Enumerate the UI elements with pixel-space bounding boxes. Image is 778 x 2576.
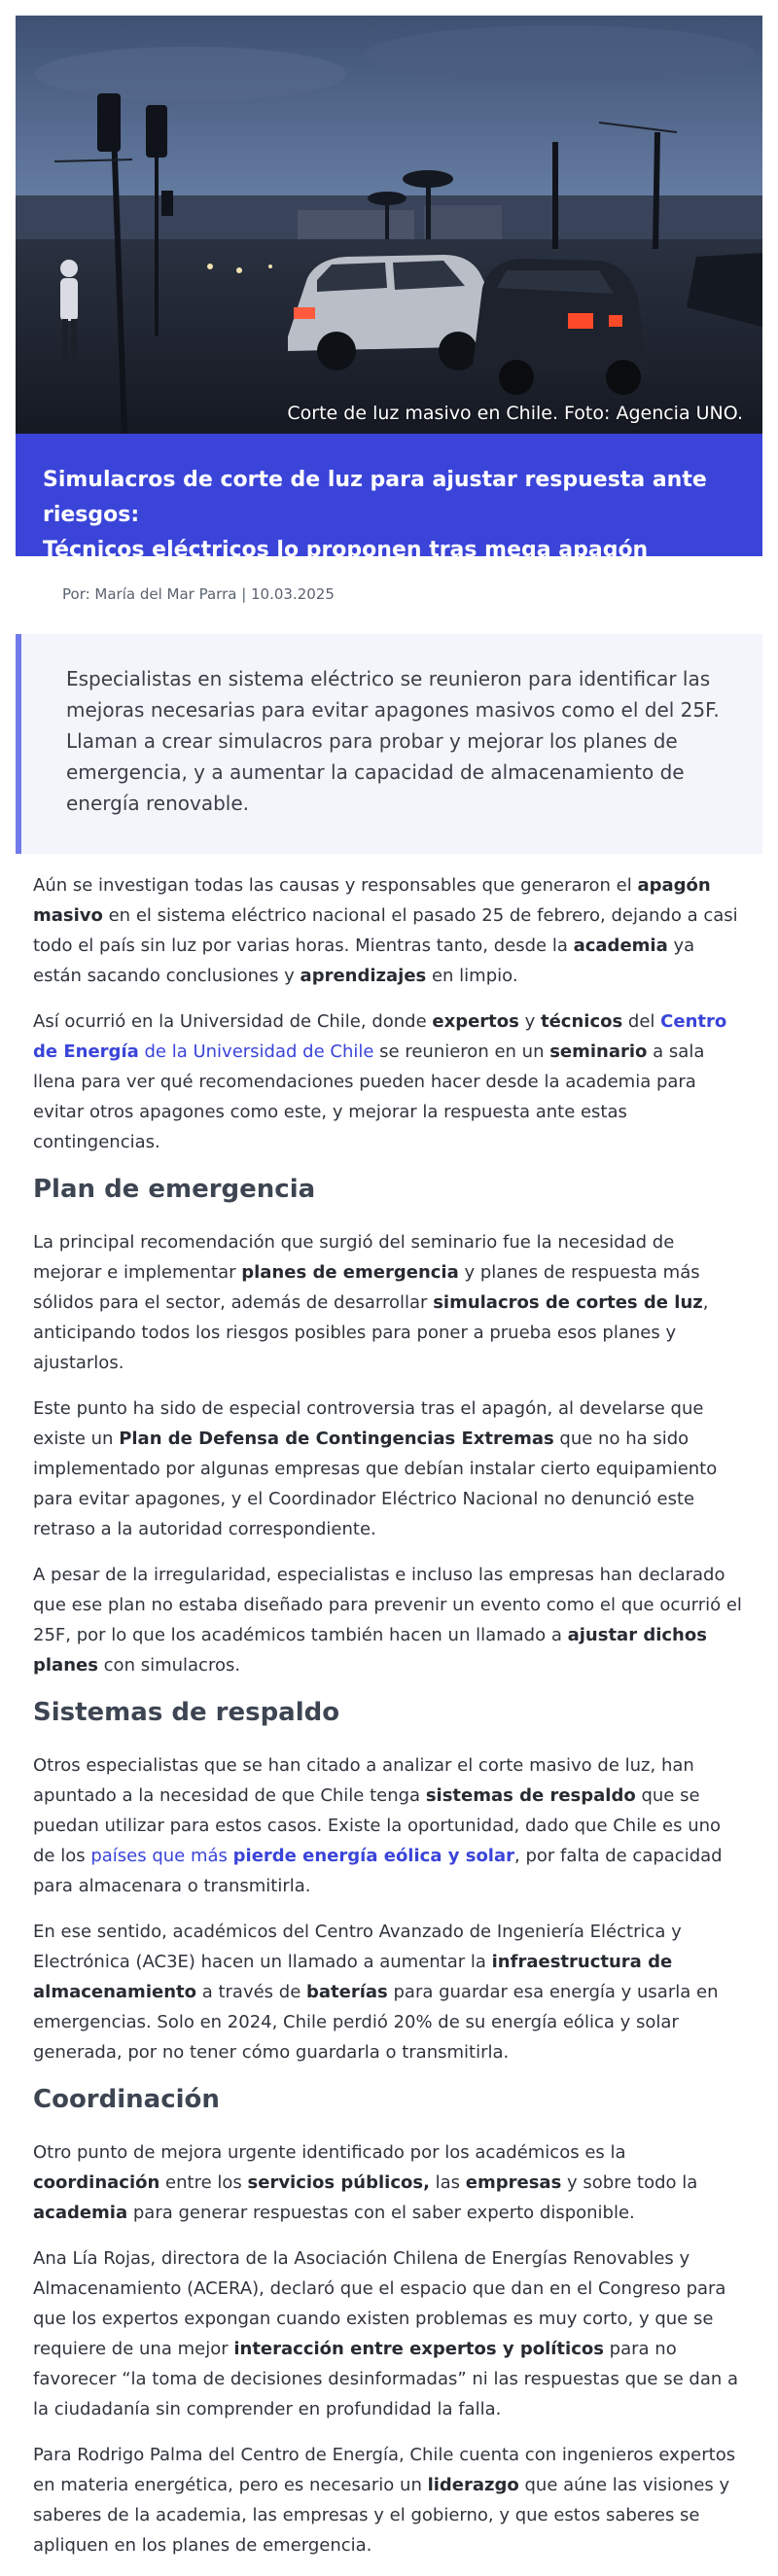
bold-text: planes de emergencia bbox=[241, 1262, 459, 1283]
bold-text: seminario bbox=[549, 1041, 648, 1062]
street-blackout-illustration bbox=[16, 16, 762, 434]
bold-text: infraestructura de almacenamiento bbox=[33, 1952, 673, 2002]
bold-text: simulacros de cortes de luz bbox=[433, 1292, 703, 1313]
paises-energia-link[interactable] bbox=[90, 1846, 514, 1866]
text: En ese sentido, académicos del Centro Avanzado de Ingeniería Eléctrica y Electrónica (AC3E) hacen un llamado a aumentar la bbox=[33, 1922, 682, 1972]
paragraph-5 bbox=[33, 1560, 748, 1680]
paragraph-1 bbox=[33, 870, 748, 991]
bold-text: técnicos bbox=[540, 1011, 623, 1032]
text: con simulacros. bbox=[97, 1655, 241, 1676]
text: , anticipando todos los riesgos posibles para poner a prueba esos planes y ajustarlos. bbox=[33, 1292, 709, 1373]
text: A pesar de la irregularidad, especialistas e incluso las empresas han declarado que ese plan no estaba diseñado para prevenir un evento como el que ocurrió el 25F, por lo que los académicos también hacen un llamado a bbox=[33, 1565, 742, 1645]
paragraph-7 bbox=[33, 1917, 748, 2067]
text: a través de bbox=[195, 1982, 306, 2002]
text: Ana Lía Rojas, directora de la Asociación Chilena de Energías Renovables y Almacenamiento (ACERA), declaró que el espacio que dan en el Congreso para que los expertos expongan cuando existen problemas es muy corto, y que se requiere de una mejor bbox=[33, 2248, 726, 2359]
text: las bbox=[429, 2172, 466, 2193]
text: Para Rodrigo Palma del Centro de Energía, Chile cuenta con ingenieros expertos en materia energética, pero es necesario un bbox=[33, 2445, 736, 2495]
link-text[interactable]: países que más bbox=[90, 1846, 233, 1866]
bold-text: aprendizajes bbox=[300, 966, 427, 986]
bold-text: academia bbox=[573, 935, 668, 956]
text: y sobre todo la bbox=[561, 2172, 698, 2193]
section-heading-plan-emergencia: Plan de emergencia bbox=[33, 1175, 316, 1204]
bold-text: sistemas de respaldo bbox=[425, 1785, 636, 1806]
text: , por falta de capacidad para almacenara o transmitirla. bbox=[33, 1846, 723, 1896]
byline: Por: María del Mar Parra | 10.03.2025 bbox=[62, 585, 335, 603]
text: entre los bbox=[159, 2172, 248, 2193]
text: Otros especialistas que se han citado a analizar el corte masivo de luz, han apuntado a la necesidad de que Chile tenga bbox=[33, 1755, 694, 1806]
headline-banner bbox=[16, 434, 762, 562]
bold-text: empresas bbox=[465, 2172, 562, 2193]
section-heading-sistemas-respaldo: Sistemas de respaldo bbox=[33, 1698, 340, 1727]
bold-text: coordinación bbox=[33, 2172, 160, 2193]
text: Así ocurrió en la Universidad de Chile, donde bbox=[33, 1011, 433, 1032]
bold-text: academia bbox=[33, 2203, 128, 2223]
article-title-line-1: Simulacros de corte de luz para ajustar respuesta ante riesgos: bbox=[43, 468, 707, 527]
article-title bbox=[43, 463, 735, 568]
text: para generar respuestas con el saber experto disponible. bbox=[127, 2203, 635, 2223]
text: y planes de respuesta más sólidos para el sector, además de desarrollar bbox=[33, 1262, 700, 1313]
text: a sala llena para ver qué recomendaciones pueden hacer desde la academia para evitar otros apagones como este, y mejorar la respuesta ante estas contingencias. bbox=[33, 1041, 705, 1152]
paragraph-4 bbox=[33, 1394, 748, 1544]
text: La principal recomendación que surgió del seminario fue la necesidad de mejorar e implementar bbox=[33, 1232, 675, 1283]
text: ya están sacando conclusiones y bbox=[33, 935, 695, 986]
paragraph-8 bbox=[33, 2137, 748, 2228]
text: Otro punto de mejora urgente identificado por los académicos es la bbox=[33, 2142, 626, 2163]
bold-text: ajustar dichos planes bbox=[33, 1625, 707, 1676]
photo-caption: Corte de luz masivo en Chile. Foto: Agencia UNO. bbox=[287, 403, 743, 424]
paragraph-2 bbox=[33, 1006, 748, 1157]
text: en el sistema eléctrico nacional el pasado 25 de febrero, dejando a casi todo el país sin luz por varias horas. Mientras tanto, desde la bbox=[33, 905, 738, 956]
text: en limpio. bbox=[426, 966, 518, 986]
link-bold-text[interactable]: pierde energía eólica y solar bbox=[232, 1846, 515, 1866]
bold-text: baterías bbox=[306, 1982, 388, 2002]
lead-text: Especialistas en sistema eléctrico se reunieron para identificar las mejoras necesarias para evitar apagones masivos como el del 25F. Llaman a crear simulacros para probar y mejorar los planes de emergencia, y a aumentar la capacidad de almacenamiento de energía renovable. bbox=[66, 667, 720, 815]
text: que se puedan utilizar para estos casos. Existe la oportunidad, dado que Chile es uno de los bbox=[33, 1785, 722, 1866]
text: que aúne las visiones y saberes de la academia, las empresas y el gobierno, y que estos saberes se apliquen en los planes de emergencia. bbox=[33, 2475, 730, 2556]
text: y bbox=[518, 1011, 541, 1032]
hero-photo bbox=[16, 16, 762, 434]
paragraph-9 bbox=[33, 2243, 748, 2424]
link-bold-text[interactable]: Centro de Energía bbox=[33, 1011, 727, 1062]
paragraph-10 bbox=[33, 2440, 748, 2560]
bold-text: interacción entre expertos y políticos bbox=[233, 2339, 604, 2359]
article-body bbox=[33, 870, 748, 2576]
text: del bbox=[622, 1011, 661, 1032]
bold-text: liderazgo bbox=[427, 2475, 519, 2495]
bold-text: apagón masivo bbox=[33, 875, 711, 926]
bold-text: expertos bbox=[432, 1011, 519, 1032]
text: para no favorecer “la toma de decisiones desinformadas” ni las respuestas que se dan a la ciudadanía sin comprender en profundidad la falla. bbox=[33, 2339, 739, 2419]
section-heading-coordinacion: Coordinación bbox=[33, 2085, 220, 2114]
bold-text: Plan de Defensa de Contingencias Extremas bbox=[119, 1429, 554, 1449]
lead-summary bbox=[16, 634, 762, 854]
text: Este punto ha sido de especial controversia tras el apagón, al develarse que existe un bbox=[33, 1398, 704, 1449]
text: se reunieron en un bbox=[373, 1041, 550, 1062]
link-text[interactable]: de la Universidad de Chile bbox=[138, 1041, 374, 1062]
article-title-line-2: Técnicos eléctricos lo proponen tras mega apagón bbox=[43, 538, 649, 562]
text: que no ha sido implementado por algunas empresas que debían instalar cierto equipamiento para evitar apagones, y el Coordinador Eléctrico Nacional no denunció este retraso a la autoridad correspondiente. bbox=[33, 1429, 718, 1539]
bold-text: servicios públicos, bbox=[247, 2172, 430, 2193]
text: Aún se investigan todas las causas y responsables que generaron el bbox=[33, 875, 638, 896]
paragraph-3 bbox=[33, 1227, 748, 1378]
paragraph-6 bbox=[33, 1750, 748, 1901]
text: para guardar esa energía y usarla en emergencias. Solo en 2024, Chile perdió 20% de su energía eólica y solar generada, por no tener cómo guardarla o transmitirla. bbox=[33, 1982, 719, 2063]
